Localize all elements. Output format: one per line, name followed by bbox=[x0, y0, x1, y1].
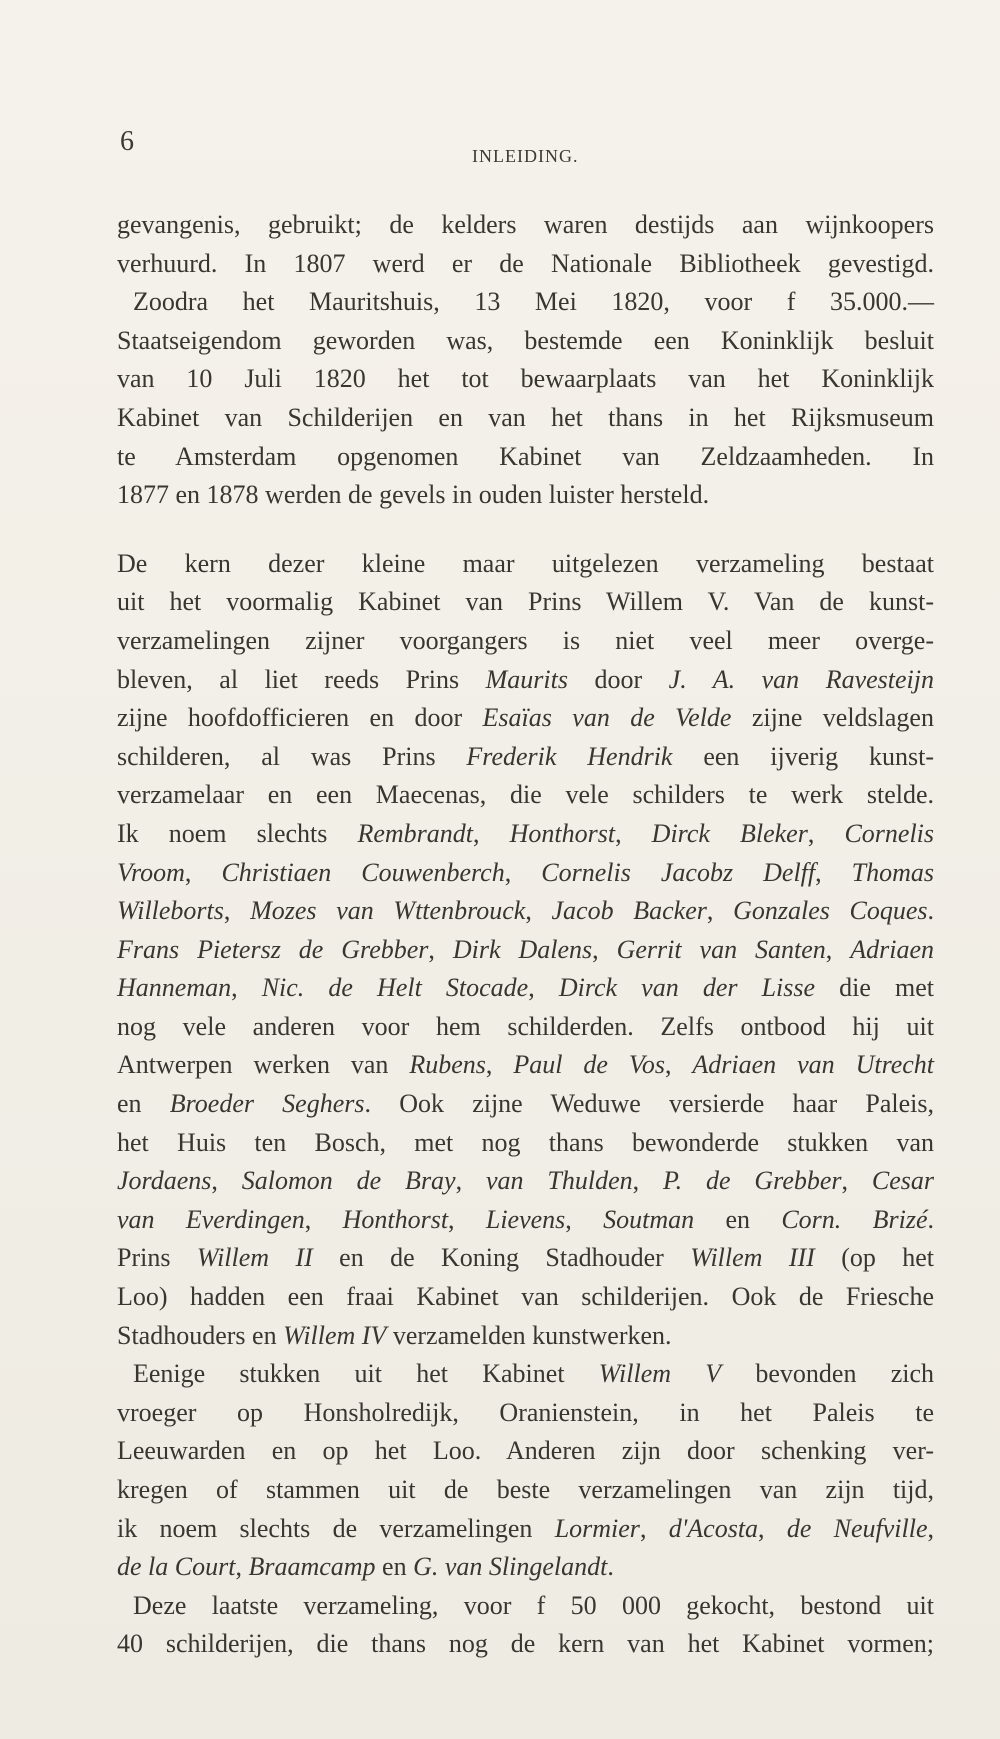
text-line bbox=[117, 622, 934, 661]
text-run: zijne hoofdofficieren en door bbox=[117, 703, 483, 733]
text-run: , bbox=[639, 1513, 669, 1543]
text-run: , bbox=[485, 1050, 514, 1080]
italic-name-run: Vroom bbox=[117, 857, 185, 887]
text-run: gevangenis, gebruikt; de kelders waren destijds aan wijnkoopers bbox=[117, 210, 934, 239]
text-run: , bbox=[807, 818, 845, 848]
text-line bbox=[117, 854, 934, 893]
text-run: , bbox=[841, 1166, 872, 1196]
text-run: Ik noem slechts bbox=[117, 818, 358, 848]
text-run: , bbox=[525, 896, 552, 926]
text-run: verzamelaar en een Maecenas, die vele schilders te werk stelde. bbox=[117, 780, 934, 810]
text-run: Prins bbox=[117, 1243, 197, 1273]
text-line bbox=[117, 1085, 934, 1124]
text-run: zijne veldslagen bbox=[731, 703, 934, 733]
italic-name-run: Cesar bbox=[871, 1166, 935, 1196]
text-line bbox=[117, 738, 934, 777]
italic-name-run: Lievens bbox=[485, 1204, 566, 1234]
italic-name-run: Cornelis Jacobz Delff bbox=[541, 857, 816, 887]
italic-name-run: Willeborts bbox=[117, 896, 224, 926]
text-run: Loo) hadden een fraai Kabinet van schilderijen. Ook de Friesche bbox=[117, 1282, 934, 1312]
italic-name-run: Cornelis bbox=[844, 818, 935, 848]
text-run: verhuurd. In 1807 werd er de Nationale Bibliotheek gevestigd. bbox=[117, 248, 934, 278]
text-run: en bbox=[375, 1552, 414, 1582]
italic-name-run: Gerrit van Santen bbox=[616, 934, 826, 964]
italic-name-run: Maurits bbox=[485, 664, 568, 694]
text-run: , bbox=[455, 1166, 486, 1196]
text-run: , bbox=[825, 934, 851, 964]
page-body bbox=[117, 206, 934, 1664]
italic-name-run: Dirck van der Lisse bbox=[558, 973, 816, 1003]
text-run: Stadhouders en bbox=[117, 1320, 284, 1350]
text-line bbox=[117, 815, 934, 854]
italic-name-run: P. de Grebber bbox=[663, 1166, 842, 1196]
text-line bbox=[117, 399, 934, 438]
paragraph bbox=[117, 1587, 934, 1664]
text-run: Eenige stukken uit het Kabinet bbox=[133, 1359, 599, 1389]
text-run: , bbox=[235, 1552, 249, 1582]
italic-name-run: Thomas bbox=[851, 857, 935, 887]
text-run: verzamelden kunstwerken. bbox=[386, 1320, 672, 1350]
paragraph bbox=[117, 1355, 934, 1587]
italic-name-run: Broeder Seghers bbox=[169, 1089, 365, 1119]
italic-name-run: Willem V bbox=[598, 1359, 722, 1389]
italic-name-run: Rubens bbox=[409, 1050, 486, 1080]
text-run: , bbox=[592, 934, 617, 964]
text-run: , bbox=[706, 896, 734, 926]
text-run: , bbox=[815, 857, 852, 887]
text-run: Antwerpen werken van bbox=[117, 1050, 410, 1080]
text-run: , bbox=[632, 1166, 664, 1196]
text-run: , bbox=[664, 1050, 693, 1080]
italic-name-run: Jacob Backer bbox=[551, 896, 707, 926]
text-run: , bbox=[231, 973, 262, 1003]
italic-name-run: Adriaen van Utrecht bbox=[692, 1050, 935, 1080]
italic-name-run: Dirk Dalens bbox=[452, 934, 593, 964]
text-run: , bbox=[211, 1166, 242, 1196]
italic-name-run: Honthorst bbox=[509, 818, 616, 848]
text-run: het Huis ten Bosch, met nog thans bewonderde stukken van bbox=[117, 1127, 934, 1157]
text-line bbox=[117, 476, 934, 515]
text-run: verzamelingen zijner voorgangers is niet veel meer overge- bbox=[117, 625, 934, 655]
text-run: die met bbox=[815, 973, 935, 1003]
paragraph-group bbox=[117, 545, 934, 1664]
text-line bbox=[117, 1548, 934, 1587]
italic-name-run: Paul de Vos bbox=[513, 1050, 665, 1080]
text-run: . bbox=[927, 1204, 934, 1234]
text-run: Staatseigendom geworden was, bestemde een Koninklijk besluit bbox=[117, 325, 934, 355]
italic-name-run: van Thulden bbox=[486, 1166, 633, 1196]
text-line bbox=[117, 1587, 934, 1626]
text-line bbox=[117, 1201, 934, 1240]
italic-name-run: Jordaens bbox=[117, 1166, 212, 1196]
text-run: en de Koning Stadhouder bbox=[312, 1243, 691, 1273]
italic-name-run: Willem II bbox=[196, 1243, 313, 1273]
text-line bbox=[117, 1239, 934, 1278]
text-run: , bbox=[758, 1513, 787, 1543]
text-line bbox=[117, 322, 934, 361]
text-run: 40 schilderijen, die thans nog de kern van het Kabinet vormen; bbox=[117, 1629, 934, 1659]
italic-name-run: de Neufville bbox=[786, 1513, 928, 1543]
text-line bbox=[117, 583, 934, 622]
text-line bbox=[117, 360, 934, 399]
text-line bbox=[117, 1278, 934, 1317]
text-line bbox=[117, 969, 934, 1008]
italic-name-run: Soutman bbox=[603, 1204, 695, 1234]
text-run: van 10 Juli 1820 het tot bewaarplaats van het Koninklijk bbox=[117, 364, 934, 394]
text-line bbox=[117, 1471, 934, 1510]
text-run: te Amsterdam opgenomen Kabinet van Zeldzaamheden. In bbox=[117, 441, 934, 471]
text-run: 1877 en 1878 werden de gevels in ouden luister hersteld. bbox=[117, 480, 710, 510]
italic-name-run: Dirck Bleker bbox=[651, 818, 808, 848]
text-run: nog vele anderen voor hem schilderden. Zelfs ontbood hij uit bbox=[117, 1011, 934, 1041]
text-run: , bbox=[304, 1204, 343, 1234]
text-line bbox=[117, 1124, 934, 1163]
text-run: kregen of stammen uit de beste verzamelingen van zijn tijd, bbox=[117, 1475, 934, 1504]
text-run: , bbox=[184, 857, 222, 887]
italic-name-run: Mozes van Wttenbrouck bbox=[250, 896, 526, 926]
text-line bbox=[117, 1625, 934, 1664]
text-run: (op het bbox=[814, 1243, 935, 1273]
text-run: Kabinet van Schilderijen en van het thans in het Rijksmuseum bbox=[117, 402, 934, 432]
text-run: . bbox=[607, 1552, 614, 1582]
text-run: en bbox=[694, 1204, 782, 1234]
text-run: , bbox=[428, 934, 453, 964]
text-run: , bbox=[927, 1513, 934, 1543]
text-line bbox=[117, 545, 934, 584]
text-line bbox=[117, 245, 934, 284]
text-run: , bbox=[473, 818, 510, 848]
italic-name-run: Hanneman bbox=[117, 973, 232, 1003]
paragraph bbox=[117, 206, 934, 515]
italic-name-run: J. A. van Ravesteijn bbox=[668, 664, 934, 694]
text-run: , bbox=[448, 1204, 486, 1234]
text-run: Deze laatste verzameling, voor f 50 000 gekocht, bestond uit bbox=[133, 1590, 934, 1620]
italic-name-run: Esaïas van de Velde bbox=[482, 703, 732, 733]
text-run: . bbox=[927, 896, 935, 926]
text-line bbox=[117, 1008, 934, 1047]
text-line bbox=[117, 1394, 934, 1433]
italic-name-run: Willem IV bbox=[283, 1320, 387, 1350]
text-line bbox=[117, 661, 934, 700]
paragraph bbox=[117, 545, 934, 1355]
text-run: , bbox=[565, 1204, 604, 1234]
text-run: Zoodra het Mauritshuis, 13 Mei 1820, voor f 35.000.— bbox=[133, 287, 934, 317]
text-line bbox=[117, 1432, 934, 1471]
text-line bbox=[117, 438, 934, 477]
text-line bbox=[117, 892, 934, 931]
text-run: , bbox=[528, 973, 559, 1003]
italic-name-run: Frederik Hendrik bbox=[466, 741, 673, 771]
text-run: ik noem slechts de verzamelingen bbox=[117, 1513, 555, 1543]
italic-name-run: Corn. Brizé bbox=[781, 1204, 928, 1234]
text-line bbox=[117, 776, 934, 815]
text-line bbox=[117, 1510, 934, 1549]
italic-name-run: Gonzales Coques bbox=[733, 896, 928, 926]
italic-name-run: Lormier bbox=[554, 1513, 640, 1543]
text-run: , bbox=[504, 857, 542, 887]
italic-name-run: Braamcamp bbox=[248, 1552, 376, 1582]
text-line bbox=[117, 699, 934, 738]
text-line bbox=[117, 1046, 934, 1085]
text-line bbox=[117, 206, 934, 245]
text-run: door bbox=[567, 664, 669, 694]
text-run: en bbox=[117, 1089, 170, 1119]
text-run: uit het voormalig Kabinet van Prins Willem V. Van de kunst- bbox=[117, 587, 934, 617]
text-run: Leeuwarden en op het Loo. Anderen zijn door schenking ver- bbox=[117, 1436, 934, 1466]
italic-name-run: Frans Pietersz de Grebber bbox=[117, 934, 429, 964]
italic-name-run: de la Court bbox=[117, 1552, 236, 1582]
italic-name-run: d'Acosta bbox=[668, 1513, 759, 1543]
text-run: schilderen, al was Prins bbox=[117, 741, 467, 771]
text-line bbox=[117, 1317, 934, 1356]
text-run: bevonden zich bbox=[721, 1359, 935, 1389]
italic-name-run: Rembrandt bbox=[357, 818, 474, 848]
text-run: een ijverig kunst- bbox=[672, 741, 934, 771]
running-head: INLEIDING. bbox=[472, 146, 579, 166]
text-run: . Ook zijne Weduwe versierde haar Paleis, bbox=[364, 1089, 934, 1119]
italic-name-run: Salomon de Bray bbox=[241, 1166, 456, 1196]
text-line bbox=[117, 931, 934, 970]
text-run: vroeger op Honsholredijk, Oranienstein, in het Paleis te bbox=[117, 1397, 934, 1427]
text-run: De kern dezer kleine maar uitgelezen verzameling bestaat bbox=[117, 548, 934, 578]
text-line bbox=[117, 1355, 934, 1394]
italic-name-run: Nic. de Helt Stocade bbox=[261, 973, 529, 1003]
italic-name-run: Christiaen Couwenberch bbox=[221, 857, 505, 887]
italic-name-run: Adriaen bbox=[850, 934, 934, 964]
text-line bbox=[117, 283, 934, 322]
italic-name-run: Honthorst bbox=[342, 1204, 449, 1234]
text-run: , bbox=[223, 896, 251, 926]
text-run: bleven, al liet reeds Prins bbox=[117, 664, 486, 694]
text-line bbox=[117, 1162, 934, 1201]
text-run: , bbox=[615, 818, 652, 848]
italic-name-run: van Everdingen bbox=[117, 1204, 305, 1234]
page-number: 6 bbox=[120, 126, 134, 157]
italic-name-run: Willem III bbox=[690, 1243, 815, 1273]
italic-name-run: G. van Slingelandt bbox=[413, 1552, 608, 1582]
